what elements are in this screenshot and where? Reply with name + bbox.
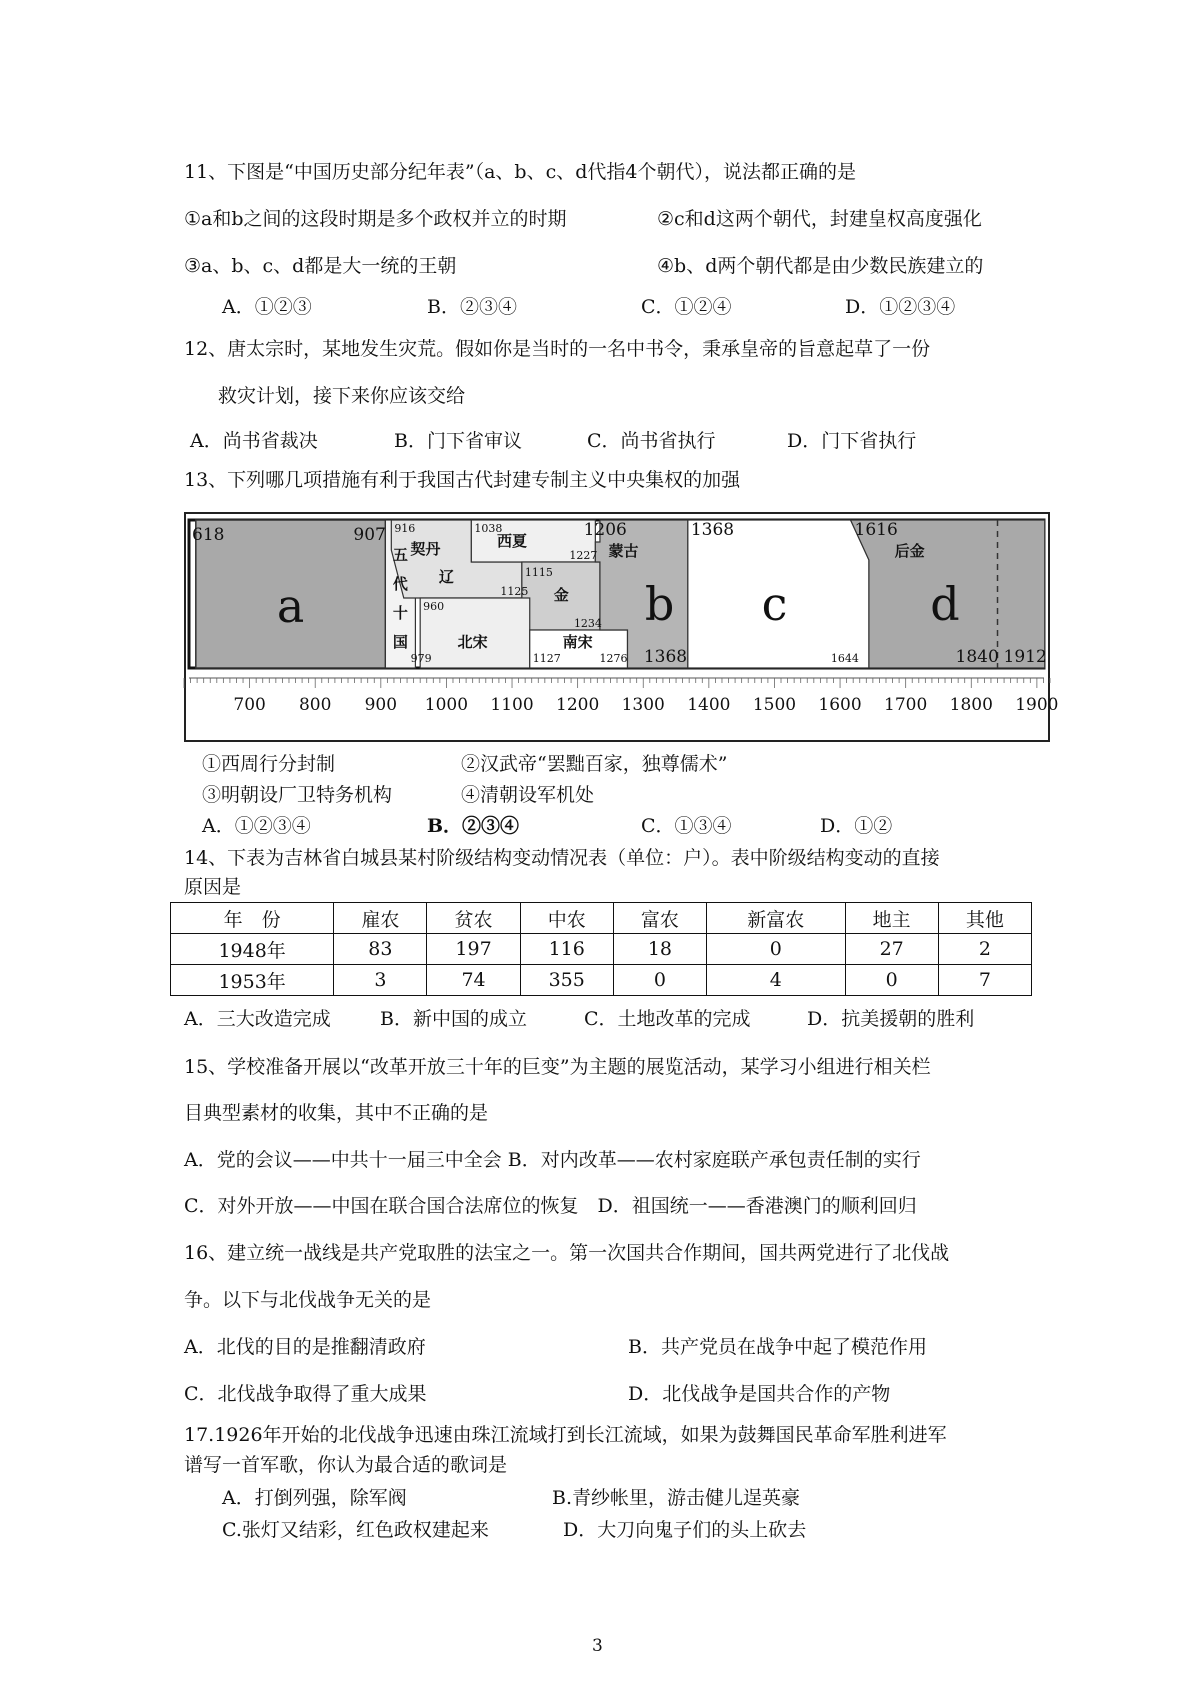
table-cell: 116 bbox=[520, 934, 613, 965]
table-header-cell: 新富农 bbox=[707, 903, 846, 934]
x-tick-label: 1800 bbox=[949, 695, 993, 715]
q15-stem-line1: 15、学校准备开展以“改革开放三十年的巨变”为主题的展览活动，某学习小组进行相关栏 bbox=[184, 1056, 931, 1078]
year-label: 1234 bbox=[573, 617, 602, 630]
q17-option-b: B.青纱帐里，游击健儿逞英豪 bbox=[552, 1487, 801, 1509]
x-tick-label: 1300 bbox=[621, 695, 665, 715]
table-cell: 18 bbox=[613, 934, 706, 965]
q15-options-ab: A．党的会议——中共十一届三中全会 B．对内改革——农村家庭联产承包责任制的实行 bbox=[184, 1149, 921, 1171]
q13-option-c: C．①③④ bbox=[641, 815, 732, 837]
table-cell: 1948年 bbox=[171, 934, 334, 965]
table-cell: 0 bbox=[707, 934, 846, 965]
table-header-cell: 年 份 bbox=[171, 903, 334, 934]
q11-statement-2: ②c和d这两个朝代，封建皇权高度强化 bbox=[657, 208, 982, 230]
table-header-cell: 贫农 bbox=[427, 903, 520, 934]
q14-option-b: B．新中国的成立 bbox=[380, 1008, 527, 1030]
dynasty-timeline-chart bbox=[184, 512, 1059, 744]
q15-options-cd: C．对外开放——中国在联合国合法席位的恢复 D．祖国统一——香港澳门的顺利回归 bbox=[184, 1195, 917, 1217]
label-qidan: 契丹 bbox=[410, 540, 441, 558]
q17-option-d: D．大刀向鬼子们的头上砍去 bbox=[563, 1519, 807, 1541]
label-d: d bbox=[930, 577, 960, 631]
q14-option-d: D．抗美援朝的胜利 bbox=[807, 1008, 975, 1030]
x-tick-label: 1900 bbox=[1015, 695, 1059, 715]
q16-stem-line1: 16、建立统一战线是共产党取胜的法宝之一。第一次国共合作期间，国共两党进行了北伐战 bbox=[184, 1242, 950, 1264]
q13-option-a: A．①②③④ bbox=[202, 815, 311, 837]
label-wudai-shiguo-char: 国 bbox=[392, 633, 408, 651]
year-label: 618 bbox=[192, 525, 225, 545]
x-tick-label: 1500 bbox=[752, 695, 797, 715]
label-wudai-shiguo-char: 十 bbox=[392, 604, 408, 622]
q12-option-c: C．尚书省执行 bbox=[587, 430, 716, 452]
q17-stem-line1: 17.1926年开始的北伐战争迅速由珠江流域打到长江流域，如果为鼓舞国民革命军胜利进军 bbox=[184, 1424, 947, 1446]
q14-stem-line2: 原因是 bbox=[184, 876, 242, 898]
year-label: 1616 bbox=[854, 520, 898, 540]
table-cell: 83 bbox=[334, 934, 427, 965]
q13-option-b: B．②③④ bbox=[427, 815, 520, 837]
q13-statement-3: ③明朝设厂卫特务机构 bbox=[202, 784, 393, 806]
year-label: 960 bbox=[423, 600, 445, 613]
q12-option-b: B．门下省审议 bbox=[394, 430, 522, 452]
x-tick-label: 1200 bbox=[556, 695, 600, 715]
year-label: 1227 bbox=[569, 549, 598, 562]
year-label: 1276 bbox=[599, 652, 628, 665]
year-label: 1125 bbox=[500, 585, 529, 598]
table-cell: 197 bbox=[427, 934, 520, 965]
q11-option-b: B．②③④ bbox=[427, 296, 517, 318]
table-cell: 4 bbox=[707, 965, 846, 996]
year-label: 1912 bbox=[1003, 647, 1047, 667]
q16-option-c: C．北伐战争取得了重大成果 bbox=[184, 1383, 427, 1405]
q13-statement-2: ②汉武帝“罢黜百家，独尊儒术” bbox=[461, 753, 728, 775]
q11-statement-4: ④b、d两个朝代都是由少数民族建立的 bbox=[657, 255, 984, 277]
q11-option-c: C．①②④ bbox=[641, 296, 732, 318]
label-wudai-shiguo-char: 五 bbox=[392, 546, 408, 564]
table-header-cell: 其他 bbox=[938, 903, 1031, 934]
q12-option-d: D．门下省执行 bbox=[787, 430, 917, 452]
year-label: 1127 bbox=[532, 652, 561, 665]
q14-option-c: C．土地改革的完成 bbox=[584, 1008, 751, 1030]
year-label: 907 bbox=[353, 525, 386, 545]
table-cell: 7 bbox=[938, 965, 1031, 996]
year-label: 1644 bbox=[830, 652, 859, 665]
label-menggu: 蒙古 bbox=[608, 542, 639, 560]
year-label: 979 bbox=[410, 652, 432, 665]
label-b: b bbox=[644, 577, 675, 631]
year-label: 1115 bbox=[524, 566, 553, 579]
label-jin: 金 bbox=[553, 586, 569, 604]
q16-stem-line2: 争。以下与北伐战争无关的是 bbox=[184, 1289, 432, 1311]
q16-option-a: A．北伐的目的是推翻清政府 bbox=[184, 1336, 426, 1358]
table-cell: 1953年 bbox=[171, 965, 334, 996]
q11-option-d: D．①②③④ bbox=[845, 296, 956, 318]
year-label: 1840 bbox=[955, 647, 999, 667]
year-label: 1038 bbox=[474, 522, 503, 535]
table-cell: 2 bbox=[938, 934, 1031, 965]
q12-option-a: A．尚书省裁决 bbox=[190, 430, 318, 452]
q13-statement-4: ④清朝设军机处 bbox=[461, 784, 595, 806]
table-header-cell: 地主 bbox=[845, 903, 938, 934]
label-houjin: 后金 bbox=[894, 542, 925, 560]
label-a: a bbox=[276, 579, 305, 633]
q16-option-d: D．北伐战争是国共合作的产物 bbox=[628, 1383, 891, 1405]
q16-option-b: B．共产党员在战争中起了模范作用 bbox=[628, 1336, 927, 1358]
x-tick-label: 900 bbox=[364, 695, 398, 715]
q13-option-d: D．①② bbox=[820, 815, 893, 837]
table-cell: 0 bbox=[845, 965, 938, 996]
label-beisong: 北宋 bbox=[457, 633, 488, 651]
class-structure-table bbox=[170, 902, 1032, 996]
q14-stem-line1: 14、下表为吉林省白城县某村阶级结构变动情况表（单位：户）。表中阶级结构变动的直接 bbox=[184, 847, 940, 869]
q17-stem-line2: 谱写一首军歌，你认为最合适的歌词是 bbox=[184, 1454, 508, 1476]
table-cell: 3 bbox=[334, 965, 427, 996]
q12-stem-line2: 救灾计划，接下来你应该交给 bbox=[218, 385, 466, 407]
label-liao: 辽 bbox=[438, 568, 454, 586]
table-cell: 355 bbox=[520, 965, 613, 996]
year-label: 1206 bbox=[583, 520, 627, 540]
label-c: c bbox=[761, 577, 788, 631]
table-header-cell: 雇农 bbox=[334, 903, 427, 934]
label-xixia: 西夏 bbox=[497, 532, 528, 550]
q13-stem: 13、下列哪几项措施有利于我国古代封建专制主义中央集权的加强 bbox=[184, 469, 741, 491]
q11-statement-1: ①a和b之间的这段时期是多个政权并立的时期 bbox=[184, 208, 567, 230]
q11-statement-3: ③a、b、c、d都是大一统的王朝 bbox=[184, 255, 457, 277]
x-tick-label: 1400 bbox=[687, 695, 731, 715]
x-tick-label: 700 bbox=[233, 695, 266, 715]
x-tick-label: 800 bbox=[298, 695, 332, 715]
label-nansong: 南宋 bbox=[562, 633, 593, 651]
table-cell: 27 bbox=[845, 934, 938, 965]
year-label: 1368 bbox=[643, 647, 688, 667]
x-tick-label: 1100 bbox=[490, 695, 534, 715]
year-label: 916 bbox=[394, 522, 416, 535]
q13-statement-1: ①西周行分封制 bbox=[202, 753, 336, 775]
q12-stem-line1: 12、唐太宗时，某地发生灾荒。假如你是当时的一名中书令，秉承皇帝的旨意起草了一份 bbox=[184, 338, 931, 360]
table-header-cell: 中农 bbox=[520, 903, 613, 934]
q17-option-c: C.张灯又结彩，红色政权建起来 bbox=[222, 1519, 489, 1541]
q14-option-a: A．三大改造完成 bbox=[184, 1008, 331, 1030]
table-row bbox=[171, 934, 1032, 965]
q15-stem-line2: 目典型素材的收集，其中不正确的是 bbox=[184, 1102, 489, 1124]
table-header-cell: 富农 bbox=[613, 903, 706, 934]
page-number: 3 bbox=[592, 1636, 603, 1656]
x-tick-label: 1600 bbox=[818, 695, 862, 715]
q11-option-a: A．①②③ bbox=[222, 296, 312, 318]
q11-stem: 11、下图是“中国历史部分纪年表”（a、b、c、d代指4个朝代），说法都正确的是 bbox=[184, 161, 856, 183]
x-tick-label: 1700 bbox=[884, 695, 928, 715]
table-row bbox=[171, 965, 1032, 996]
table-cell: 74 bbox=[427, 965, 520, 996]
year-label: 1368 bbox=[690, 520, 735, 540]
q17-option-a: A．打倒列强，除军阀 bbox=[222, 1487, 407, 1509]
x-tick-label: 1000 bbox=[424, 695, 469, 715]
label-wudai-shiguo-char: 代 bbox=[392, 575, 408, 593]
table-header-row bbox=[171, 903, 1032, 934]
table-cell: 0 bbox=[613, 965, 706, 996]
